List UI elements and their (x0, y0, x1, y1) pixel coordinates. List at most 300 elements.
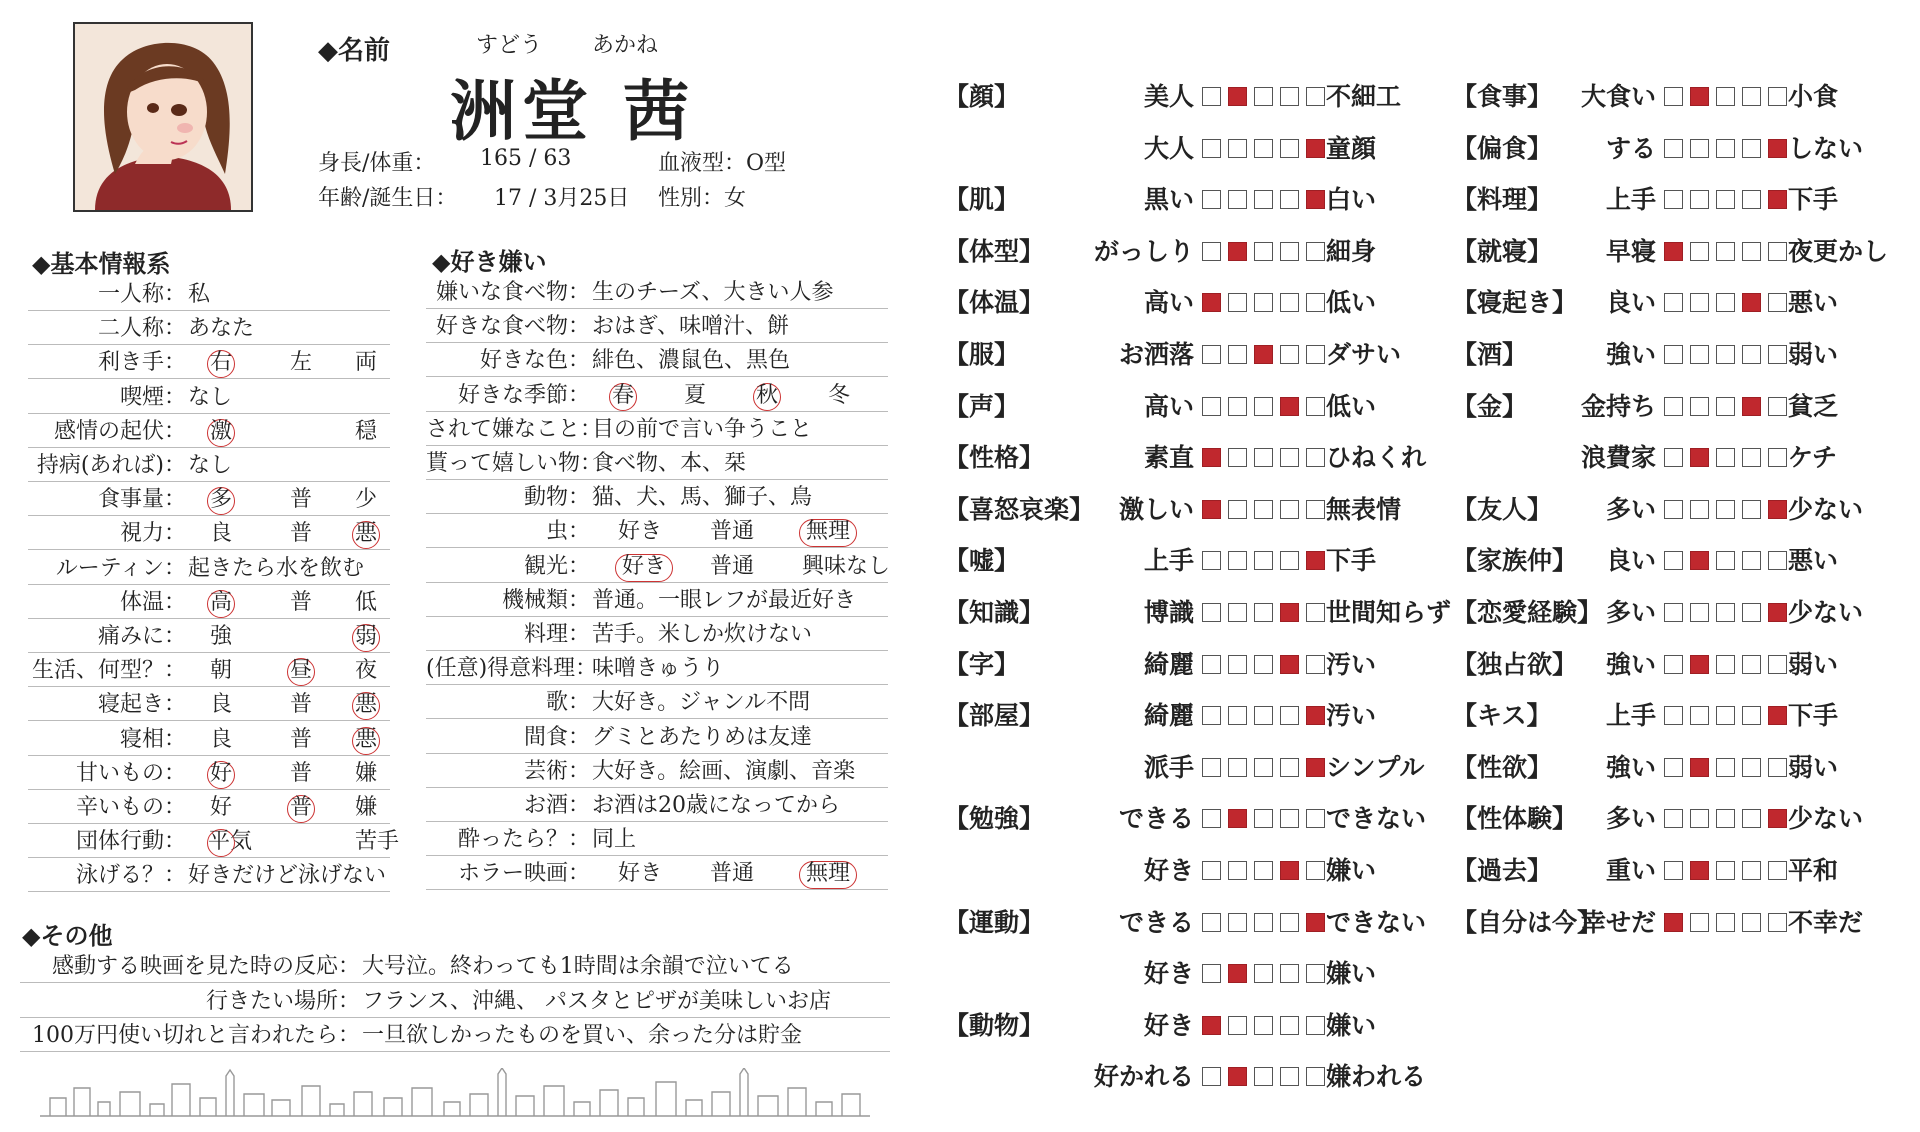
scale-box (1254, 1016, 1273, 1035)
likes-row-option (710, 515, 754, 548)
scale-box-selected (1280, 655, 1299, 674)
scale-boxes (1664, 293, 1787, 312)
scale-box (1664, 139, 1683, 158)
likes-row-value: 目の前で言い争うこと (592, 416, 813, 442)
scale-boxes (1664, 397, 1787, 416)
scale-box (1254, 861, 1273, 880)
scale-right-label: しない (1788, 133, 1864, 163)
scale-boxes (1202, 551, 1325, 570)
likes-row (426, 721, 888, 754)
scale-boxes (1202, 655, 1325, 674)
likes-row-option (618, 550, 673, 583)
name-heading: ◆名前 (318, 36, 390, 66)
scale-row (1452, 794, 1920, 844)
scale-box (1768, 551, 1787, 570)
basic-row-option (210, 346, 235, 379)
scale-category: 【寝起き】 (1452, 288, 1578, 318)
scale-right-label: 不幸だ (1788, 907, 1864, 937)
option-text: 普 (290, 487, 313, 513)
scale-box (1690, 706, 1709, 725)
scale-box (1716, 87, 1735, 106)
scale-right-label: 悪い (1788, 546, 1839, 576)
scale-left-label: 多い (1605, 494, 1656, 524)
likes-row-label: 間食： (523, 724, 590, 750)
scale-row (1452, 898, 1920, 948)
scale-boxes (1202, 809, 1325, 828)
option-text: 興味なし (802, 553, 891, 579)
scale-row (944, 588, 1452, 638)
scale-left-label: 強い (1605, 340, 1656, 369)
scale-box (1228, 500, 1247, 519)
scale-box (1306, 1016, 1325, 1035)
scale-right-label: ひねくれ (1326, 443, 1427, 473)
scale-box (1280, 758, 1299, 777)
scale-boxes (1202, 139, 1325, 158)
scale-box (1742, 551, 1761, 570)
scale-box (1254, 293, 1273, 312)
scale-category: 【性格】 (944, 443, 1045, 473)
scale-box (1664, 397, 1683, 416)
scale-box (1202, 861, 1221, 880)
scale-box-selected (1690, 448, 1709, 467)
option-text: 左 (290, 350, 313, 376)
likes-row-label: 嫌いな食べ物： (435, 280, 590, 305)
other-row-value: 一旦欲しかったものを買い、余った分は貯金 (362, 1023, 803, 1048)
scale-right-label: 低い (1326, 391, 1377, 421)
selected-option-circle: 右 (207, 350, 235, 378)
scale-left-label: 派手 (1143, 752, 1194, 782)
scale-right-label: 嫌われる (1326, 1062, 1427, 1092)
scale-box (1690, 190, 1709, 209)
scale-box (1254, 139, 1273, 158)
basic-row-option (290, 791, 315, 824)
likes-row-label: されて嫌なこと： (426, 416, 603, 442)
scale-box (1254, 706, 1273, 725)
scale-box (1716, 345, 1735, 364)
scale-right-label: 小食 (1788, 82, 1839, 111)
basic-row-value: あなた (188, 316, 255, 342)
scale-row (1452, 382, 1920, 432)
scale-box-selected (1228, 809, 1247, 828)
option-text: 嫌 (355, 795, 378, 820)
likes-row (426, 584, 888, 617)
basic-row-option (355, 688, 380, 721)
scale-boxes (1664, 913, 1787, 932)
option-text: 良 (210, 521, 233, 547)
option-text: 少 (355, 487, 378, 513)
scale-right-label: 貧乏 (1788, 391, 1839, 421)
scale-box (1306, 500, 1325, 519)
scale-row (1452, 175, 1920, 225)
scale-row (944, 227, 1444, 277)
scale-box (1228, 293, 1247, 312)
scale-left-label: 好き (1143, 959, 1194, 989)
scale-box (1202, 1067, 1221, 1086)
height-weight-label: 身長/体重： (318, 151, 436, 176)
scale-right-label: 汚い (1326, 649, 1377, 679)
basic-row-label: 寝相： (119, 726, 186, 752)
scale-left-label: がっしり (1093, 236, 1194, 266)
scale-row (1452, 227, 1920, 277)
selected-option-circle: 普 (287, 795, 315, 823)
scale-box (1742, 861, 1761, 880)
scale-box (1768, 293, 1787, 312)
basic-row-label: 痛みに： (97, 624, 186, 649)
scale-category: 【料理】 (1452, 185, 1553, 215)
basic-row-option (290, 586, 312, 619)
likes-row-value: おはぎ、味噌汁、餅 (592, 314, 790, 340)
scale-right-label: 少ない (1788, 494, 1864, 524)
scale-right-label: シンプル (1326, 752, 1425, 782)
scale-row (944, 330, 1444, 380)
scale-left-label: できる (1118, 907, 1194, 937)
scale-left-label: 美人 (1143, 82, 1194, 111)
basic-row (28, 620, 390, 653)
scale-box (1202, 190, 1221, 209)
scale-box (1280, 1067, 1299, 1086)
scale-category: 【運動】 (944, 907, 1045, 937)
scale-boxes (1664, 87, 1787, 106)
basic-row-option (355, 620, 380, 653)
basic-info-heading: ◆基本情報系 (32, 250, 171, 278)
scale-box (1228, 758, 1247, 777)
basic-row-option (210, 688, 232, 721)
scale-left-label: 大人 (1143, 133, 1194, 163)
basic-row-option (355, 654, 377, 687)
scale-boxes (1202, 758, 1325, 777)
scale-boxes (1664, 500, 1787, 519)
basic-row-value: なし (188, 384, 233, 410)
basic-row-option (290, 517, 312, 550)
scale-box-selected (1664, 913, 1683, 932)
scale-box (1254, 397, 1273, 416)
scale-box-selected (1690, 758, 1709, 777)
scale-left-label: 良い (1605, 288, 1656, 318)
likes-row (426, 686, 888, 719)
scale-box-selected (1280, 603, 1299, 622)
scale-boxes (1664, 758, 1787, 777)
scale-right-label: 夜更かし (1788, 236, 1889, 266)
scale-row (944, 433, 1444, 483)
scale-category: 【独占欲】 (1452, 649, 1578, 679)
likes-row (426, 652, 888, 685)
scale-right-label: 下手 (1326, 546, 1377, 576)
likes-row-label: 虫： (545, 519, 590, 545)
scale-box (1228, 603, 1247, 622)
basic-row-option (355, 346, 377, 379)
scale-boxes (1664, 603, 1787, 622)
option-text: 普通 (710, 519, 755, 545)
scale-box (1716, 397, 1735, 416)
scale-left-label: 黒い (1143, 185, 1194, 215)
other-row-value: フランス、沖縄、 パスタとピザが美味しいお店 (362, 988, 831, 1014)
likes-row-label: 料理： (523, 622, 590, 647)
scale-box (1306, 603, 1325, 622)
other-heading: ◆その他 (22, 922, 113, 950)
scale-box (1742, 913, 1761, 932)
scale-category: 【体型】 (944, 236, 1045, 266)
scale-category: 【食事】 (1452, 82, 1553, 111)
scale-category: 【字】 (944, 649, 1020, 679)
scale-category: 【喜怒哀楽】 (944, 494, 1095, 524)
scale-box (1280, 706, 1299, 725)
scale-box (1228, 551, 1247, 570)
scale-box-selected (1768, 809, 1787, 828)
basic-row-option (210, 791, 232, 824)
scale-category: 【自分は今】 (1452, 907, 1603, 937)
scale-box (1228, 190, 1247, 209)
scale-box (1716, 242, 1735, 261)
likes-row-label: 貰って嬉しい物： (426, 451, 603, 476)
basic-row-option (290, 654, 315, 687)
likes-row-option (756, 379, 781, 412)
scale-box (1254, 448, 1273, 467)
scale-row (944, 124, 1444, 174)
scale-box (1280, 87, 1299, 106)
option-text: 夏 (684, 382, 707, 408)
basic-row (28, 381, 390, 414)
likes-row-label: 好きな食べ物： (435, 314, 590, 340)
scale-box (1254, 1067, 1273, 1086)
scale-box (1690, 397, 1709, 416)
scale-right-label: 白い (1326, 185, 1377, 215)
scale-box-selected (1768, 190, 1787, 209)
likes-row-value: グミとあたりめは友達 (592, 724, 813, 750)
selected-option-circle: 多 (207, 487, 235, 515)
scale-box-selected (1690, 87, 1709, 106)
scale-box (1254, 913, 1273, 932)
scale-row (1452, 691, 1920, 741)
scale-box (1280, 345, 1299, 364)
scale-box (1716, 139, 1735, 158)
scale-right-label: 世間知らず (1326, 598, 1452, 627)
scale-right-label: 不細工 (1326, 82, 1402, 111)
basic-row (28, 654, 390, 687)
scale-category: 【友人】 (1452, 494, 1553, 524)
basic-row-option (290, 483, 312, 516)
scale-box-selected (1254, 345, 1273, 364)
likes-row-value: 普通。一眼レフが最近好き (592, 587, 857, 613)
scale-right-label: 悪い (1788, 288, 1839, 318)
scale-box-selected (1306, 706, 1325, 725)
likes-row-option (828, 379, 850, 412)
scale-category: 【キス】 (1452, 701, 1552, 731)
likes-row-option (618, 857, 662, 890)
likes-row (426, 379, 888, 412)
basic-row (28, 312, 390, 345)
scale-category: 【性体験】 (1452, 804, 1578, 834)
scale-row (1452, 743, 1920, 793)
scale-box-selected (1306, 913, 1325, 932)
likes-row (426, 857, 888, 890)
basic-row-option (210, 620, 232, 653)
scale-box (1716, 861, 1735, 880)
likes-row (426, 413, 888, 446)
furigana-family: すどう (476, 33, 543, 58)
blood-type: 血液型：O型 (658, 151, 787, 176)
basic-row-label: 二人称： (97, 316, 186, 342)
likes-row-label: 芸術： (523, 758, 590, 784)
scale-box-selected (1306, 551, 1325, 570)
likes-row-label: 機械類： (501, 587, 590, 613)
scale-right-label: 嫌い (1326, 959, 1377, 989)
scale-right-label: ケチ (1788, 443, 1838, 473)
selected-option-circle: 秋 (753, 383, 781, 411)
scale-box (1742, 706, 1761, 725)
scale-box (1664, 758, 1683, 777)
scale-box (1768, 345, 1787, 364)
scale-box (1202, 913, 1221, 932)
likes-row-value: 同上 (592, 827, 637, 853)
scale-box-selected (1228, 87, 1247, 106)
basic-row-value: 私 (188, 282, 211, 307)
scale-boxes (1202, 1016, 1325, 1035)
likes-row-value: 猫、犬、馬、獅子、鳥 (592, 485, 813, 511)
likes-row (426, 276, 888, 309)
scale-left-label: する (1605, 133, 1656, 163)
option-text: 低 (355, 589, 378, 615)
likes-row-option (710, 857, 754, 890)
scale-row (944, 536, 1444, 586)
scale-left-label: 綺麗 (1143, 701, 1194, 731)
scale-box-selected (1690, 655, 1709, 674)
scale-box (1228, 861, 1247, 880)
scale-box (1228, 139, 1247, 158)
option-text: 好 (210, 795, 233, 820)
other-row-label: 行きたい場所： (205, 988, 360, 1014)
scale-right-label: 弱い (1788, 340, 1839, 369)
basic-row-label: 視力： (119, 521, 186, 547)
scale-box (1306, 809, 1325, 828)
scale-left-label: 強い (1605, 649, 1656, 679)
scale-category: 【家族仲】 (1452, 546, 1578, 576)
scale-box (1202, 345, 1221, 364)
likes-row-label: 好きな季節： (457, 382, 590, 408)
scale-box (1280, 448, 1299, 467)
scale-category: 【嘘】 (944, 546, 1020, 576)
scale-category: 【体温】 (944, 288, 1045, 318)
scale-box (1664, 87, 1683, 106)
basic-row (28, 586, 390, 619)
scale-row (1452, 124, 1920, 174)
basic-row-label: 寝起き： (97, 692, 186, 718)
selected-option-circle: 平気 (207, 829, 235, 857)
scale-box (1664, 190, 1683, 209)
likes-row-label: 動物： (523, 485, 590, 511)
scale-boxes (1202, 448, 1325, 467)
basic-row (28, 415, 390, 448)
likes-row-option (802, 550, 890, 583)
likes-row-option (802, 515, 857, 548)
scale-box (1690, 913, 1709, 932)
scale-boxes (1202, 603, 1325, 622)
scale-box (1742, 87, 1761, 106)
scale-box (1254, 190, 1273, 209)
scale-left-label: 好き (1143, 1010, 1194, 1040)
scale-box (1768, 242, 1787, 261)
scale-box-selected (1690, 551, 1709, 570)
scale-row (944, 485, 1444, 535)
selected-option-circle: 好 (207, 761, 235, 789)
likes-row-label: 酔ったら？： (457, 827, 590, 853)
scale-box (1742, 758, 1761, 777)
scale-box (1716, 190, 1735, 209)
scale-box (1254, 758, 1273, 777)
scale-boxes (1664, 809, 1787, 828)
basic-row (28, 791, 390, 824)
scale-box-selected (1228, 1067, 1247, 1086)
scale-box (1254, 655, 1273, 674)
scale-box (1742, 190, 1761, 209)
basic-row-label: 生活、何型？： (31, 658, 186, 684)
scale-right-label: 汚い (1326, 701, 1377, 731)
scale-boxes (1664, 139, 1787, 158)
scale-box (1280, 242, 1299, 261)
scale-box (1202, 603, 1221, 622)
scale-box (1664, 603, 1683, 622)
scale-left-label: 上手 (1605, 185, 1656, 215)
basic-row-option (290, 723, 312, 756)
scale-right-label: 下手 (1788, 701, 1839, 731)
scale-category: 【肌】 (944, 185, 1020, 215)
likes-row-option (710, 550, 754, 583)
basic-row (28, 757, 390, 790)
likes-row-value: 味噌きゅうり (592, 656, 725, 682)
option-text: 普 (290, 589, 313, 615)
height-weight-value: 165 / 63 (480, 146, 572, 171)
scale-box (1716, 603, 1735, 622)
scale-box (1280, 139, 1299, 158)
age-birthday-label: 年齢/誕生日： (318, 186, 458, 211)
character-name: 洲堂 茜 (450, 72, 695, 150)
scale-left-label: 金持ち (1580, 391, 1656, 421)
scale-row (1452, 536, 1920, 586)
scale-box (1742, 345, 1761, 364)
scale-box (1202, 87, 1221, 106)
scale-box (1228, 1016, 1247, 1035)
scale-box (1254, 551, 1273, 570)
scale-box (1254, 809, 1273, 828)
basic-row-option (210, 415, 235, 448)
scale-boxes (1202, 190, 1325, 209)
scale-category: 【性欲】 (1452, 752, 1553, 782)
scale-box (1202, 809, 1221, 828)
scale-box-selected (1768, 603, 1787, 622)
basic-row-option (210, 586, 235, 619)
scale-box-selected (1202, 293, 1221, 312)
scale-row (944, 1001, 1444, 1051)
scale-boxes (1202, 397, 1325, 416)
scale-box-selected (1768, 706, 1787, 725)
scale-category: 【顔】 (944, 82, 1020, 111)
basic-row-label: 体温： (119, 589, 186, 615)
scale-box-selected (1228, 964, 1247, 983)
likes-row (426, 310, 888, 343)
likes-row (426, 789, 888, 822)
scale-boxes (1664, 861, 1787, 880)
scale-category: 【声】 (944, 391, 1020, 421)
option-text: 好き (618, 861, 663, 887)
basic-row-value: 起きたら水を飲む (188, 555, 365, 581)
selected-option-circle: 悪 (352, 727, 380, 755)
scale-box (1664, 809, 1683, 828)
basic-row-option (290, 688, 312, 721)
scale-box (1664, 448, 1683, 467)
scale-row (1452, 433, 1920, 483)
scale-boxes (1202, 345, 1325, 364)
option-text: 普通 (710, 861, 755, 887)
basic-row-option (290, 346, 312, 379)
